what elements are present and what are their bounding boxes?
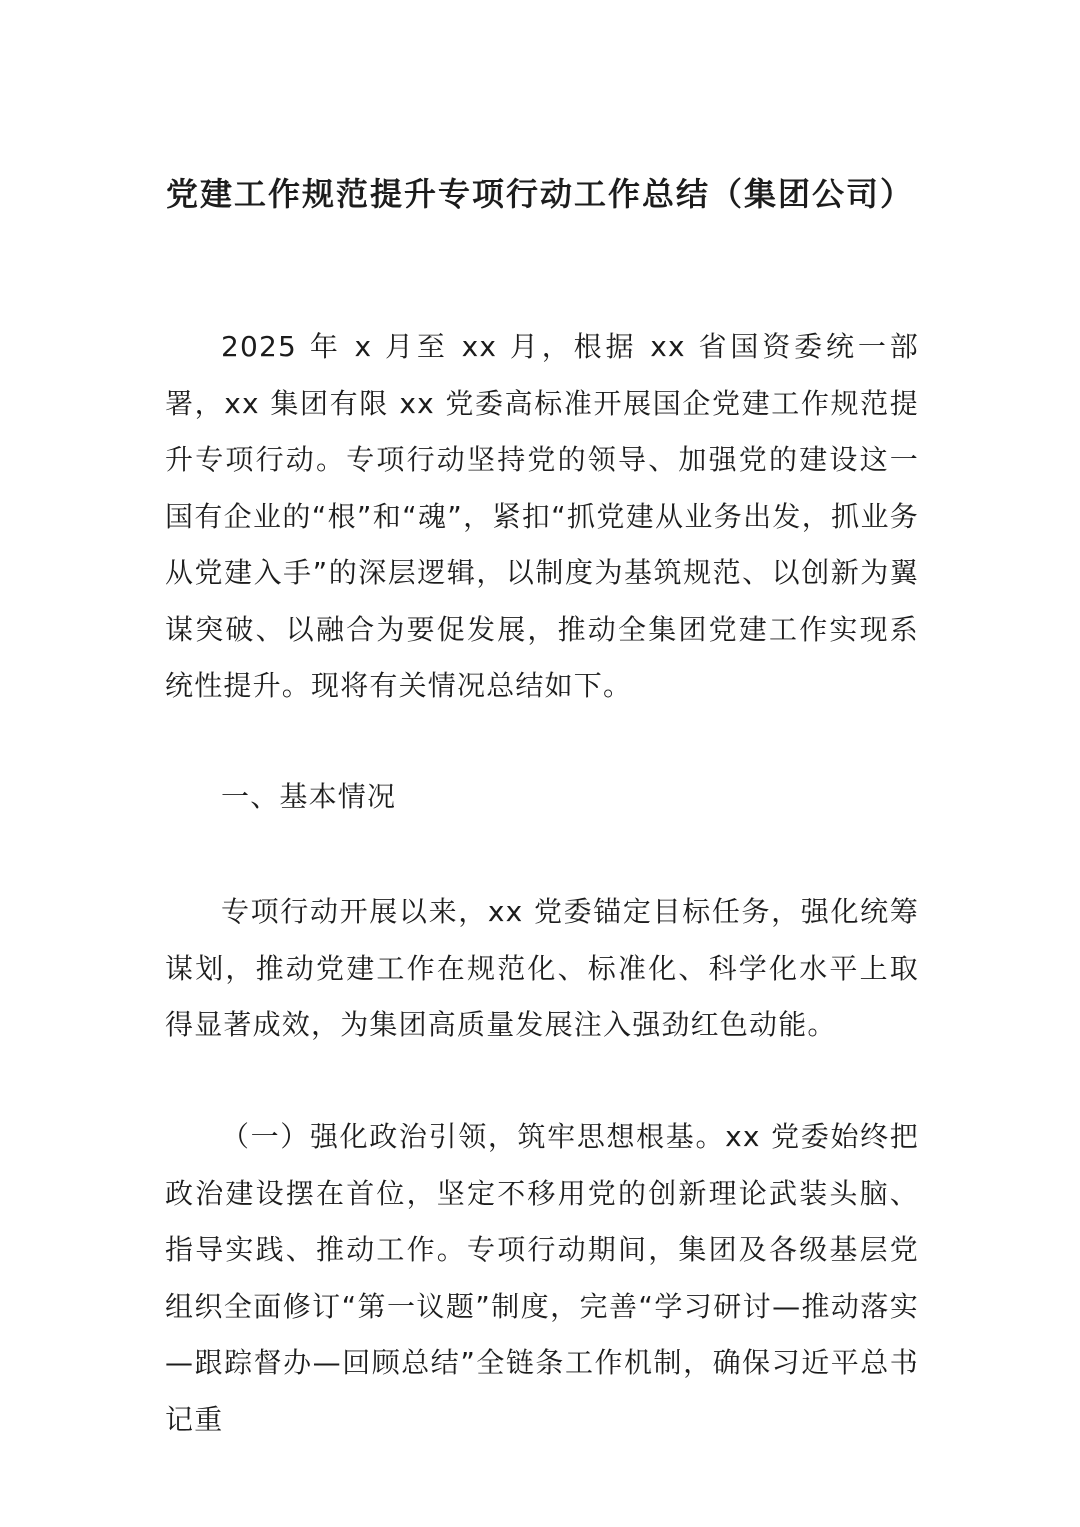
section-body-paragraph: 专项行动开展以来，xx 党委锚定目标任务，强化统筹谋划，推动党建工作在规范化、标准化、科学化水平上取得显著成效，为集团高质量发展注入强劲红色动能。 [165, 895, 919, 1041]
subsection-paragraph-political-leadership: （一）强化政治引领，筑牢思想根基。xx 党委始终把政治建设摆在首位，坚定不移用党的创新理论武装头脑、指导实践、推动工作。专项行动期间，集团及各级基层党组织全面修订“第一议题”制度，完善“学习研讨—推动落实—跟踪督办—回顾总结”全链条工作机制，确保习近平总书记重 [165, 1120, 919, 1436]
section-heading-basic-situation: 一、基本情况 [221, 780, 397, 813]
document-title: 党建工作规范提升专项行动工作总结（集团公司） [165, 175, 914, 213]
intro-paragraph: 2025 年 x 月至 xx 月，根据 xx 省国资委统一部署，xx 集团有限 xx 党委高标准开展国企党建工作规范提升专项行动。专项行动坚持党的领导、加强党的建设这一国有企业的“根”和“魂”，紧扣“抓党建从业务出发，抓业务从党建入手”的深层逻辑，以制度为基筑规范、以创新为翼谋突破、以融合为要促发展，推动全集团党建工作实现系统性提升。现将有关情况总结如下。 [165, 330, 919, 702]
